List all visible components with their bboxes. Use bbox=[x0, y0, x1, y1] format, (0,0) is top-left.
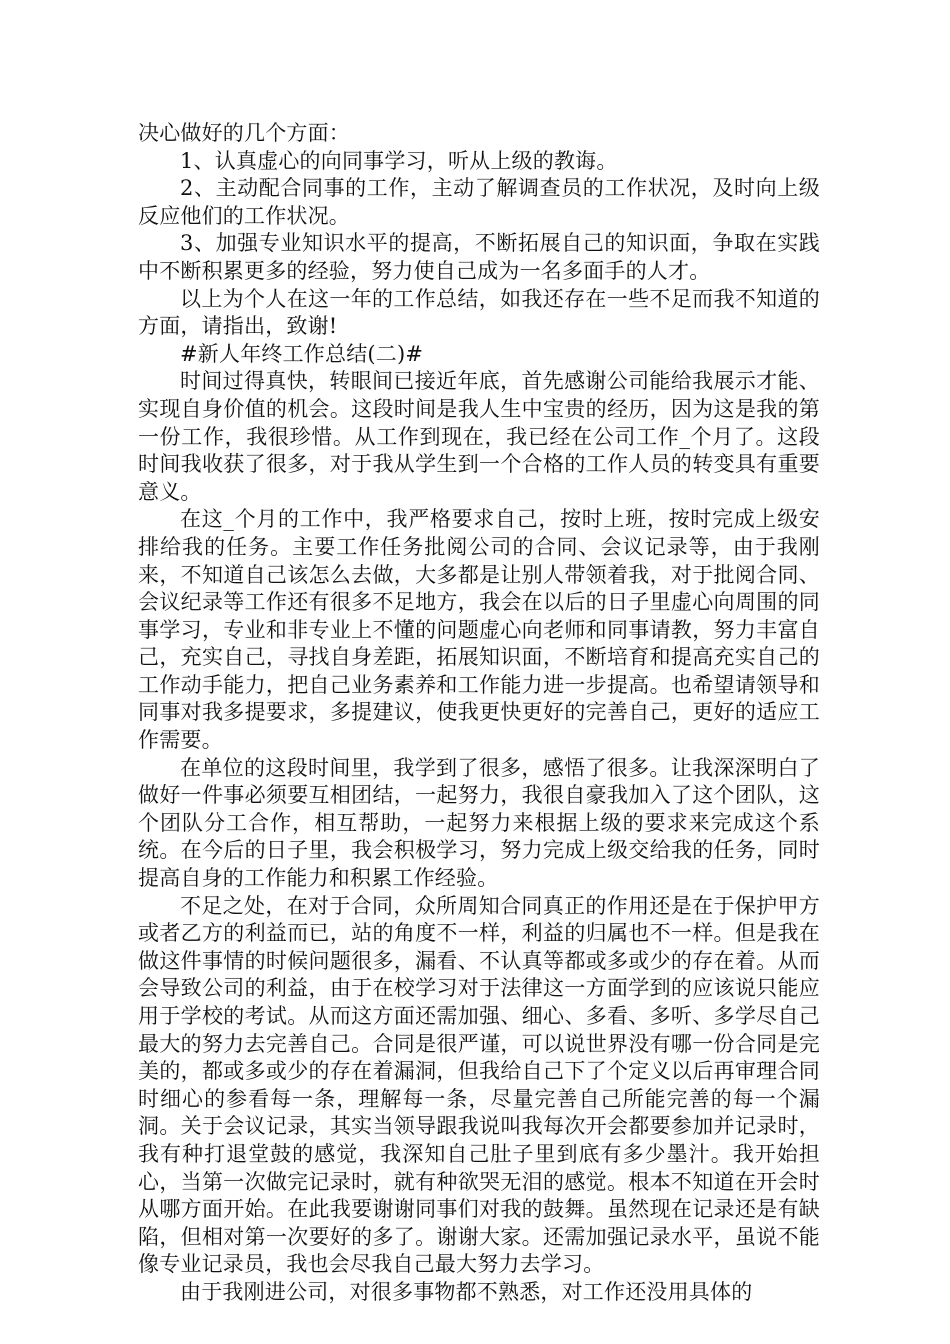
document-body bbox=[138, 120, 820, 1307]
section-heading: #新人年终工作总结(二)# bbox=[180, 341, 424, 366]
paragraph: 2、主动配合同事的工作，主动了解调查员的工作状况，及时向上级反应他们的工作状况。 bbox=[138, 176, 820, 228]
paragraph: 在这_个月的工作中，我严格要求自己，按时上班，按时完成上级安排给我的任务。主要工作任务批阅公司的合同、会议记录等，由于我刚来，不知道自己该怎么去做，大多都是让别人带领着我，对于批阅合同、会议纪录等工作还有很多不足地方，我会在以后的日子里虚心向周围的同事学习，专业和非专业上不懂的问题虚心向老师和同事请教，努力丰富自己，充实自己，寻找自身差距，拓展知识面，不断培育和提高充实自己的工作动手能力，把自己业务素养和工作能力进一步提高。也希望请领导和同事对我多提要求，多提建议，使我更快更好的完善自己，更好的适应工作需要。 bbox=[138, 507, 820, 753]
paragraph: 在单位的这段时间里，我学到了很多，感悟了很多。让我深深明白了做好一件事必须要互相团结，一起努力，我很自豪我加入了这个团队，这个团队分工合作，相互帮助，一起努力来根据上级的要求来完成这个系统。在今后的日子里，我会积极学习，努力完成上级交给我的任务，同时提高自身的工作能力和积累工作经验。 bbox=[138, 755, 820, 891]
paragraph: 不足之处，在对于合同，众所周知合同真正的作用还是在于保护甲方或者乙方的利益而已，站的角度不一样，利益的归属也不一样。但是我在做这件事情的时候问题很多，漏看、不认真等都或多或少的存在着。从而会导致公司的利益，由于在校学习对于法律这一方面学到的应该说只能应用于学校的考试。从而这方面还需加强、细心、多看、多听、多学尽自己最大的努力去完善自己。合同是很严谨，可以说世界没有哪一份合同是完美的，都或多或少的存在着漏洞，但我给自己下了个定义以后再审理合同时细心的参看每一条，理解每一条，尽量完善自己所能完善的每一个漏洞。关于会议记录，其实当领导跟我说叫我每次开会都要参加并记录时，我有种打退堂鼓的感觉，我深知自己肚子里到底有多少墨汁。我开始担心，当第一次做完记录时，就有种欲哭无泪的感觉。根本不知道在开会时从哪方面开始。在此我要谢谢同事们对我的鼓舞。虽然现在记录还是有缺陷，但相对第一次要好的多了。谢谢大家。还需加强记录水平，虽说不能像专业记录员，我也会尽我自己最大努力去学习。 bbox=[138, 893, 820, 1277]
paragraph: 时间过得真快，转眼间已接近年底，首先感谢公司能给我展示才能、实现自身价值的机会。这段时间是我人生中宝贵的经历，因为这是我的第一份工作，我很珍惜。从工作到现在，我已经在公司工作_个月了。这段时间我收获了很多，对于我从学生到一个合格的工作人员的转变具有重要意义。 bbox=[138, 369, 820, 504]
paragraph: 3、加强专业知识水平的提高，不断拓展自己的知识面，争取在实践中不断积累更多的经验，努力使自己成为一名多面手的人才。 bbox=[138, 231, 820, 283]
paragraph: 以上为个人在这一年的工作总结，如我还存在一些不足而我不知道的方面，请指出，致谢! bbox=[138, 286, 820, 339]
paragraph: 1、认真虚心的向同事学习，听从上级的教诲。 bbox=[180, 148, 618, 173]
paragraph: 决心做好的几个方面： bbox=[138, 121, 350, 145]
paragraph: 由于我刚进公司，对很多事物都不熟悉，对工作还没用具体的 bbox=[180, 1279, 753, 1304]
